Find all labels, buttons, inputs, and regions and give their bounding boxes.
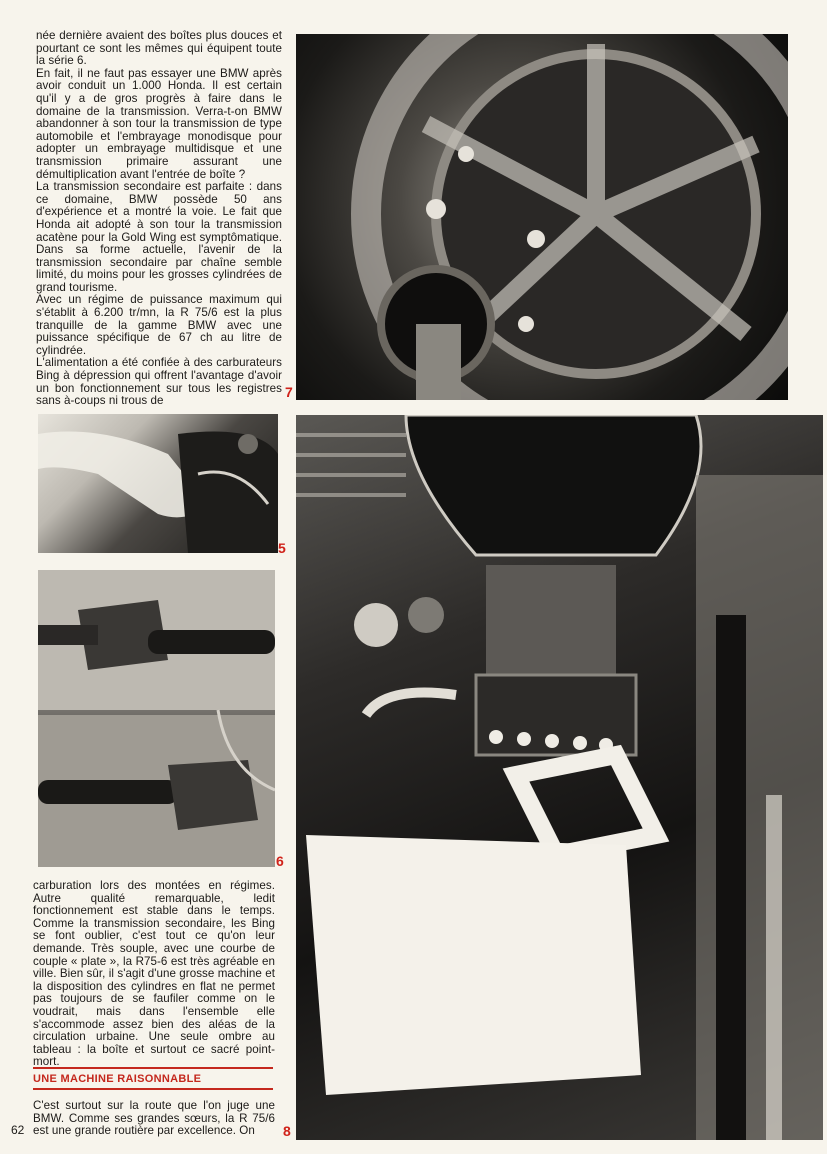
figure-number-6: 6 bbox=[276, 853, 284, 869]
paragraph-3: La transmission secondaire est parfaite : dans ce domaine, BMW possède 50 ans d'expérience et a montré la voie. Le fait que Honda ait adopté à son tour la transmission acatène pour la Gold Wing est symptômatique. Dans sa forme actuelle, l'avenir de la transmission secondaire par chaîne semble limité, du moins pour les grosses cylindrées de grand tourisme. bbox=[36, 180, 282, 294]
photo-handlebar-controls bbox=[38, 570, 275, 867]
article-column-final bbox=[33, 1100, 275, 1138]
paragraph-4: Avec un régime de puissance maximum qui s'établit à 6.200 tr/mn, la R 75/6 est la plus tranquille de la gamme BMW avec une puissance spécifique de 67 ch au litre de cylindrée. bbox=[36, 293, 282, 357]
paragraph-6: carburation lors des montées en régimes. Autre qualité remarquable, ledit fonctionnement est stable dans le temps. Comme la transmission secondaire, les Bing se font oublier, c'est tout ce qu'on leur demande. Très souple, avec une courbe de couple « plate », la R75-6 est très agréable en ville. Bien sûr, il s'agit d'une grosse machine et la disposition des cylindres en flat ne permet pas toujours de se faufiler comme on le voudrait, mais dans l'ensemble elle s'accommode assez bien des aléas de la circulation urbaine. Une seule ombre au tableau : la boîte et surtout ce sacré point-mort. bbox=[33, 879, 275, 1069]
paragraph-5: L'alimentation a été confiée à des carburateurs Bing à dépression qui offrent l'avantage d'avoir un bon fonctionnement sur tous les registres sans à-coups ni trous de bbox=[36, 356, 282, 408]
article-column-bottom bbox=[33, 880, 275, 1069]
paragraph-1: née dernière avaient des boîtes plus douces et pourtant ce sont les mêmes qui équipent toute la série 6. bbox=[36, 29, 282, 68]
section-heading: UNE MACHINE RAISONNABLE bbox=[33, 1067, 273, 1090]
photo-engine-battery-compartment bbox=[296, 415, 823, 1140]
photo-hand-on-tank bbox=[38, 414, 278, 553]
photo-rear-wheel-drum bbox=[296, 34, 788, 400]
figure-number-5: 5 bbox=[278, 540, 286, 556]
figure-number-8: 8 bbox=[283, 1123, 291, 1139]
figure-number-7: 7 bbox=[285, 384, 293, 400]
paragraph-2: En fait, il ne faut pas essayer une BMW après avoir conduit un 1.000 Honda. Il est certain qu'il y a de gros progrès à faire dans le domaine de la transmission. Verra-t-on BMW abandonner à son tour la transmission de type automobile et l'embrayage monodisque pour adopter un embrayage multidisque et une transmission primaire assurant une démultiplication avant l'entrée de boîte ? bbox=[36, 66, 282, 181]
page-number: 62 bbox=[11, 1123, 25, 1137]
paragraph-7: C'est surtout sur la route que l'on juge une BMW. Comme ses grandes sœurs, la R 75/6 est une grande routière par excellence. On bbox=[33, 1099, 275, 1138]
article-column-top bbox=[36, 30, 282, 408]
